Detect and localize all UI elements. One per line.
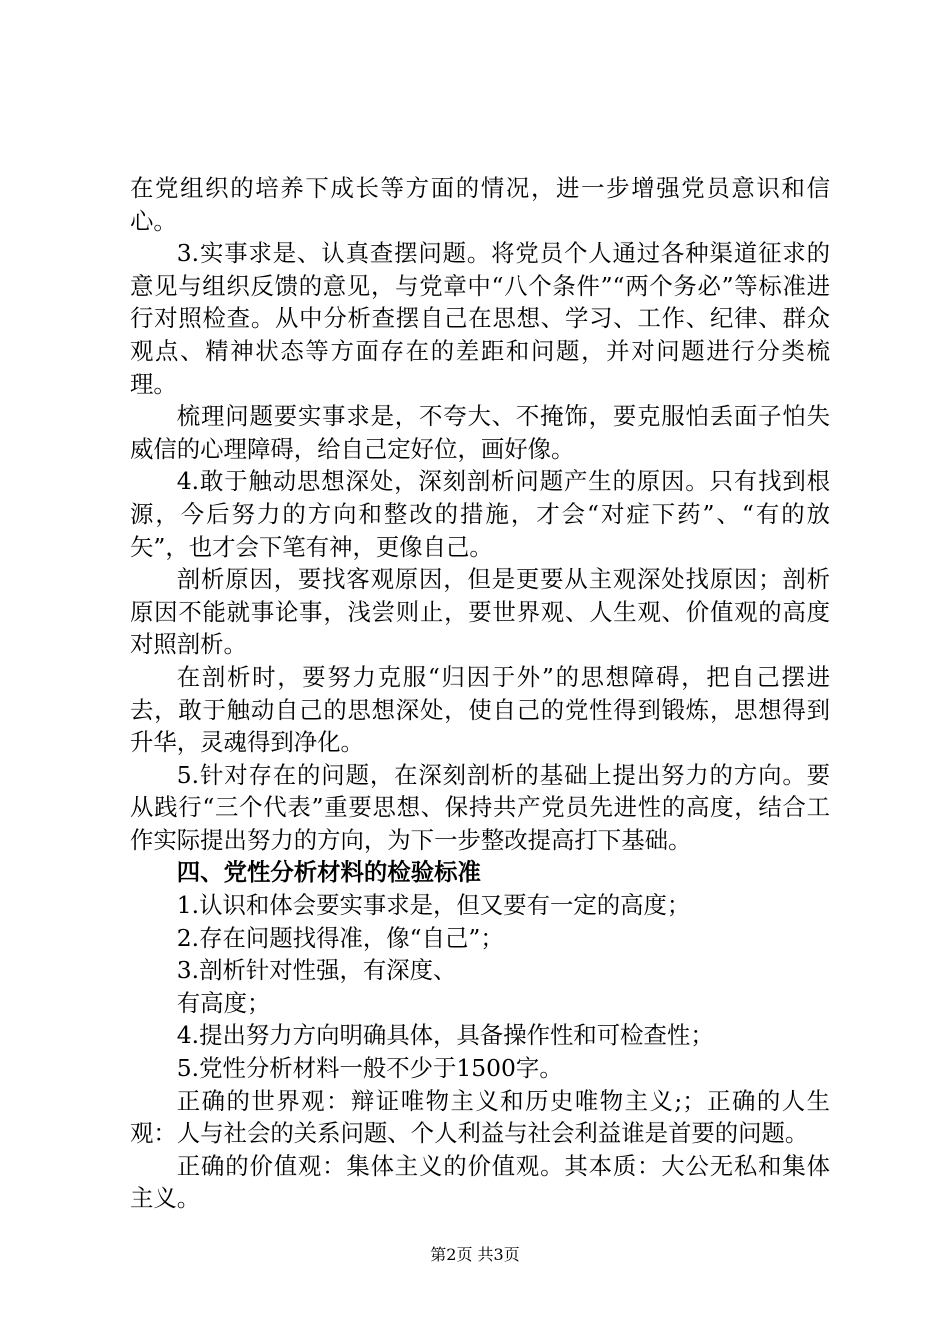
paragraph: 5.针对存在的问题，在深刻剖析的基础上提出努力的方向。要从践行“三个代表”重要思想、保持共产党员先进性的高度，结合工作实际提出努力的方向，为下一步整改提高打下基础。: [130, 760, 830, 854]
paragraph: 在党组织的培养下成长等方面的情况，进一步增强党员意识和信心。: [130, 174, 830, 235]
list-item: 5.党性分析材料一般不少于1500字。: [176, 1054, 563, 1083]
list-item: 4.提出努力方向明确具体，具备操作性和可检查性；: [176, 1021, 714, 1050]
paragraph: 3.实事求是、认真查摆问题。将党员个人通过各种渠道征求的意见与组织反馈的意见，与党章中“八个条件”“两个务必”等标准进行对照检查。从中分析查摆自己在思想、学习、工作、纪律、群众观点、精神状态等方面存在的差距和问题，并对问题进行分类梳理。: [130, 239, 830, 398]
paragraph: 正确的价值观：集体主义的价值观。其本质：大公无私和集体主义。: [130, 1151, 830, 1213]
page-footer: 第2页 共3页: [430, 1245, 520, 1264]
paragraph: 梳理问题要实事求是，不夸大、不掩饰，要克服怕丢面子怕失威信的心理障碍，给自己定好位，画好像。: [130, 402, 830, 463]
paragraph: 在剖析时，要努力克服“归因于外”的思想障碍，把自己摆进去，敢于触动自己的思想深处，使自己的党性得到锻炼，思想得到升华，灵魂得到净化。: [130, 662, 830, 757]
list-item: 2.存在问题找得准，像“自己”；: [176, 923, 504, 952]
list-item: 3.剖析针对性强，有深度、: [176, 956, 457, 985]
list-item: 有高度；: [176, 988, 271, 1017]
paragraph: 4.敢于触动思想深处，深刻剖析问题产生的原因。只有找到根源，今后努力的方向和整改的措施，才会“对症下药”、“有的放矢”，也才会下笔有神，更像自己。: [130, 467, 830, 561]
paragraph: 正确的世界观：辩证唯物主义和历史唯物主义;；正确的人生观：人与社会的关系问题、个人利益与社会利益谁是首要的问题。: [130, 1086, 830, 1148]
section-heading: 四、党性分析材料的检验标准: [176, 858, 481, 887]
list-item: 1.认识和体会要实事求是，但又要有一定的高度；: [176, 891, 691, 920]
paragraph: 剖析原因，要找客观原因，但是更要从主观深处找原因；剖析原因不能就事论事，浅尝则止，要世界观、人生观、价值观的高度对照剖析。: [130, 565, 830, 659]
document-body: [130, 172, 830, 1215]
